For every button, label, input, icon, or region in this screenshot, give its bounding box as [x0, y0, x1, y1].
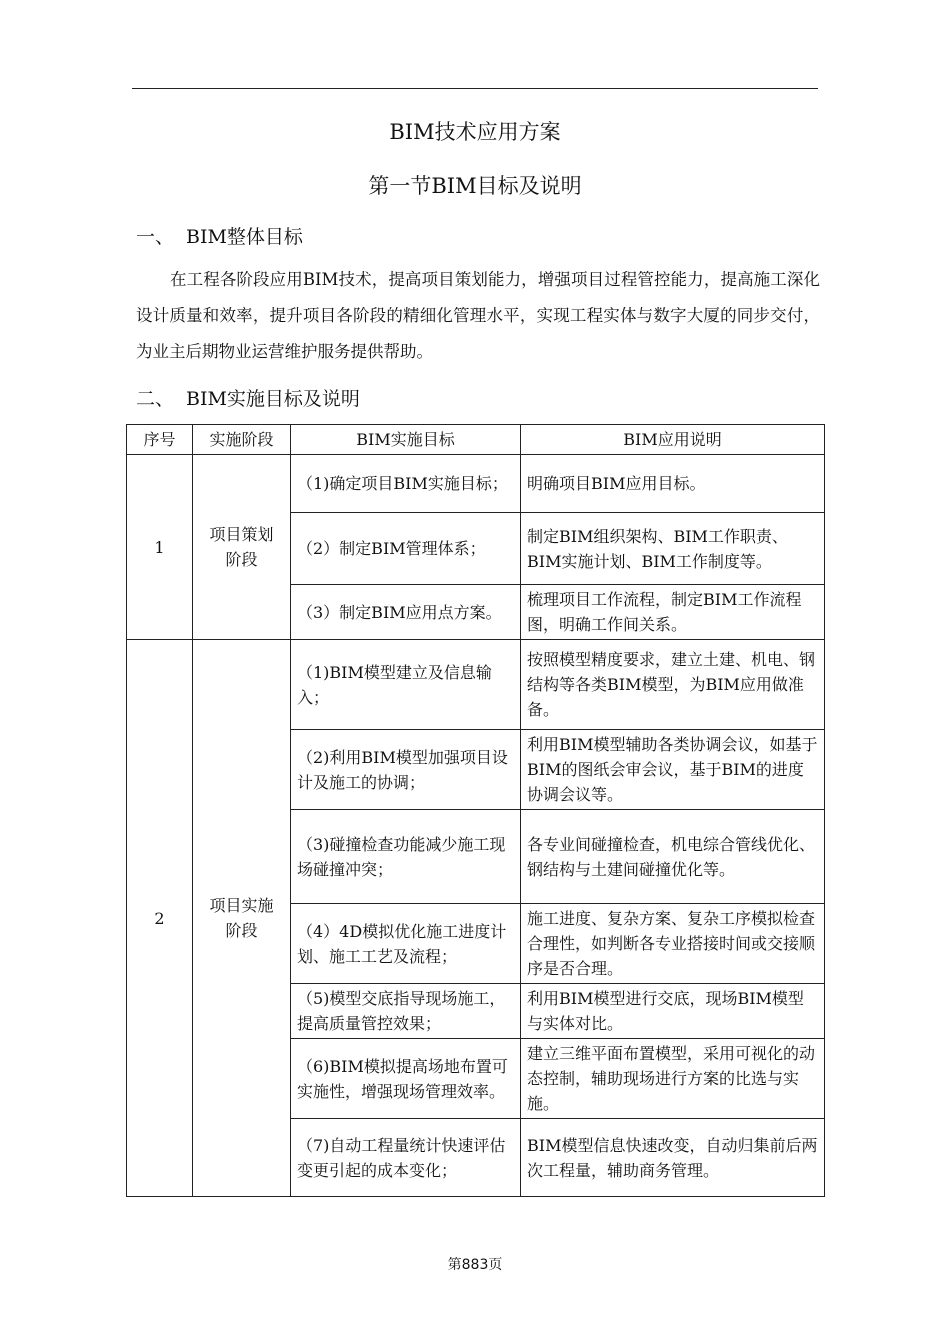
heading-implementation-goal: [136, 384, 360, 411]
header-stage: 实施阶段: [193, 425, 291, 455]
stage-cell: 项目策划阶段: [193, 455, 291, 640]
heading-text: BIM实施目标及说明: [186, 388, 360, 410]
row-number: 2: [127, 640, 193, 1197]
row-number: 1: [127, 455, 193, 640]
header-rule: [132, 88, 818, 89]
header-goal: BIM实施目标: [291, 425, 521, 455]
heading-overall-goal: [136, 222, 303, 249]
description-cell: 利用BIM模型进行交底，现场BIM模型与实体对比。: [521, 984, 825, 1039]
table-header-row: [127, 425, 825, 455]
stage-cell: 项目实施阶段: [193, 640, 291, 1197]
body-paragraph: 在工程各阶段应用BIM技术，提高项目策划能力，增强项目过程管控能力，提高施工深化设计质量和效率，提升项目各阶段的精细化管理水平，实现工程实体与数字大厦的同步交付，为业主后期物业运营维护服务提供帮助。: [136, 270, 820, 361]
goal-cell: （6)BIM模拟提高场地布置可实施性，增强现场管理效率。: [291, 1039, 521, 1119]
description-cell: 各专业间碰撞检查，机电综合管线优化、钢结构与土建间碰撞优化等。: [521, 810, 825, 904]
goal-cell: （3)碰撞检查功能减少施工现场碰撞冲突；: [291, 810, 521, 904]
document-title: BIM技术应用方案: [389, 120, 561, 144]
header-description: BIM应用说明: [521, 425, 825, 455]
page-number: 第883页: [447, 1257, 503, 1273]
goal-cell: （1)BIM模型建立及信息输入；: [291, 640, 521, 730]
description-cell: 利用BIM模型辅助各类协调会议，如基于BIM的图纸会审会议，基于BIM的进度协调会议等。: [521, 730, 825, 810]
description-cell: 明确项目BIM应用目标。: [521, 455, 825, 513]
header-no: 序号: [127, 425, 193, 455]
goal-cell: （2）制定BIM管理体系；: [291, 513, 521, 585]
goal-cell: （2)利用BIM模型加强项目设计及施工的协调；: [291, 730, 521, 810]
bim-goals-table: [126, 424, 825, 1197]
description-cell: 施工进度、复杂方案、复杂工序模拟检查合理性，如判断各专业搭接时间或交接顺序是否合理。: [521, 904, 825, 984]
heading-number: 二、: [136, 388, 175, 410]
goal-cell: （4）4D模拟优化施工进度计划、施工工艺及流程；: [291, 904, 521, 984]
description-cell: BIM模型信息快速改变，自动归集前后两次工程量，辅助商务管理。: [521, 1119, 825, 1197]
table-row: [127, 455, 825, 513]
section-title: 第一节BIM目标及说明: [368, 174, 582, 198]
goal-cell: （3）制定BIM应用点方案。: [291, 585, 521, 640]
heading-number: 一、: [136, 226, 175, 248]
description-cell: 制定BIM组织架构、BIM工作职责、BIM实施计划、BIM工作制度等。: [521, 513, 825, 585]
goal-cell: （1)确定项目BIM实施目标；: [291, 455, 521, 513]
goal-cell: （7)自动工程量统计快速评估变更引起的成本变化；: [291, 1119, 521, 1197]
heading-text: BIM整体目标: [186, 226, 303, 248]
description-cell: 按照模型精度要求，建立土建、机电、钢结构等各类BIM模型，为BIM应用做准备。: [521, 640, 825, 730]
description-cell: 梳理项目工作流程，制定BIM工作流程图，明确工作间关系。: [521, 585, 825, 640]
goal-cell: （5)模型交底指导现场施工，提高质量管控效果；: [291, 984, 521, 1039]
description-cell: 建立三维平面布置模型，采用可视化的动态控制，辅助现场进行方案的比选与实施。: [521, 1039, 825, 1119]
table-row: [127, 640, 825, 730]
